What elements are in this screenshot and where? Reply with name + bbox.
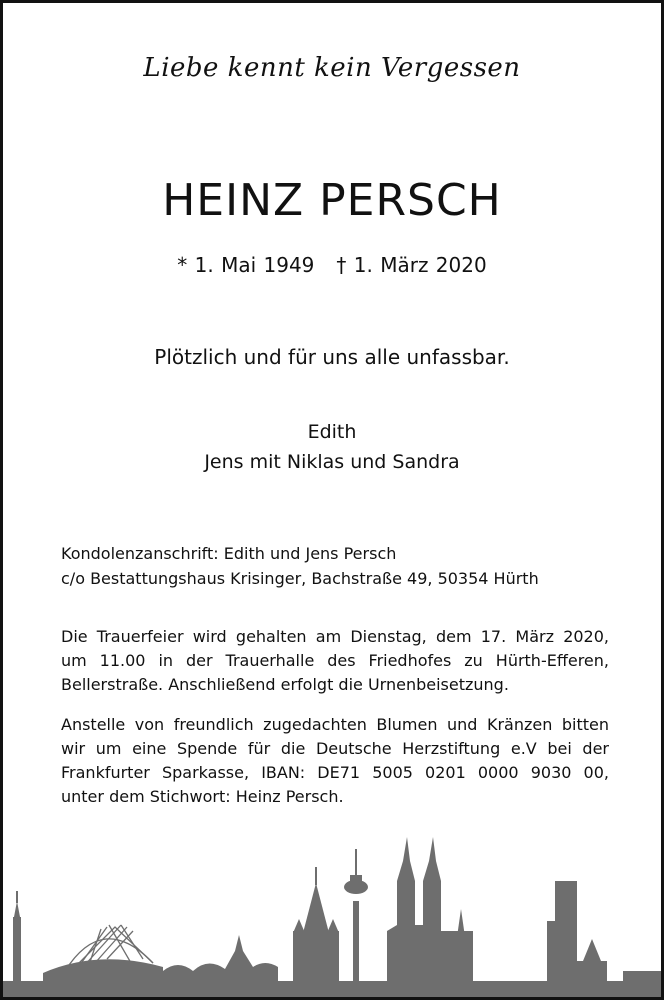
ceremony-line: Die Trauerfeier wird gehalten am Dienstag, dem 17. März 2020,: [61, 627, 609, 646]
condolence-address: [61, 541, 539, 591]
donation-line: Frankfurter Sparkasse, IBAN: DE71 5005 0201 0000 9030 00,: [61, 763, 609, 782]
ceremony-paragraph: [61, 625, 609, 697]
deceased-name: HEINZ PERSCH: [162, 175, 502, 226]
donation-line: unter dem Stichwort: Heinz Persch.: [61, 787, 344, 806]
skyline-silhouette: [3, 837, 661, 997]
life-dates: [3, 253, 661, 277]
donation-line: wir um eine Spende für die Deutsche Herzstiftung e.V bei der: [61, 739, 609, 758]
motto: Liebe kennt kein Vergessen: [143, 53, 521, 83]
address-line: c/o Bestattungshaus Krisinger, Bachstraße 49, 50354 Hürth: [61, 569, 539, 588]
mourners: [3, 417, 661, 477]
donation-paragraph: [61, 713, 609, 809]
mourner-line: Edith: [307, 421, 357, 443]
cologne-skyline-illustration: [3, 821, 661, 997]
address-line: Kondolenzanschrift: Edith und Jens Persch: [61, 544, 397, 563]
donation-line: Anstelle von freundlich zugedachten Blumen und Kränzen bitten: [61, 715, 609, 734]
lead-sentence: Plötzlich und für uns alle unfassbar.: [154, 345, 510, 369]
mourner-line: Jens mit Niklas und Sandra: [204, 451, 460, 473]
ceremony-line: Bellerstraße. Anschließend erfolgt die Urnenbeisetzung.: [61, 675, 509, 694]
ceremony-line: um 11.00 in der Trauerhalle des Friedhofes zu Hürth-Efferen,: [61, 651, 609, 670]
death-date: † 1. März 2020: [336, 253, 487, 277]
birth-date: * 1. Mai 1949: [177, 253, 315, 277]
